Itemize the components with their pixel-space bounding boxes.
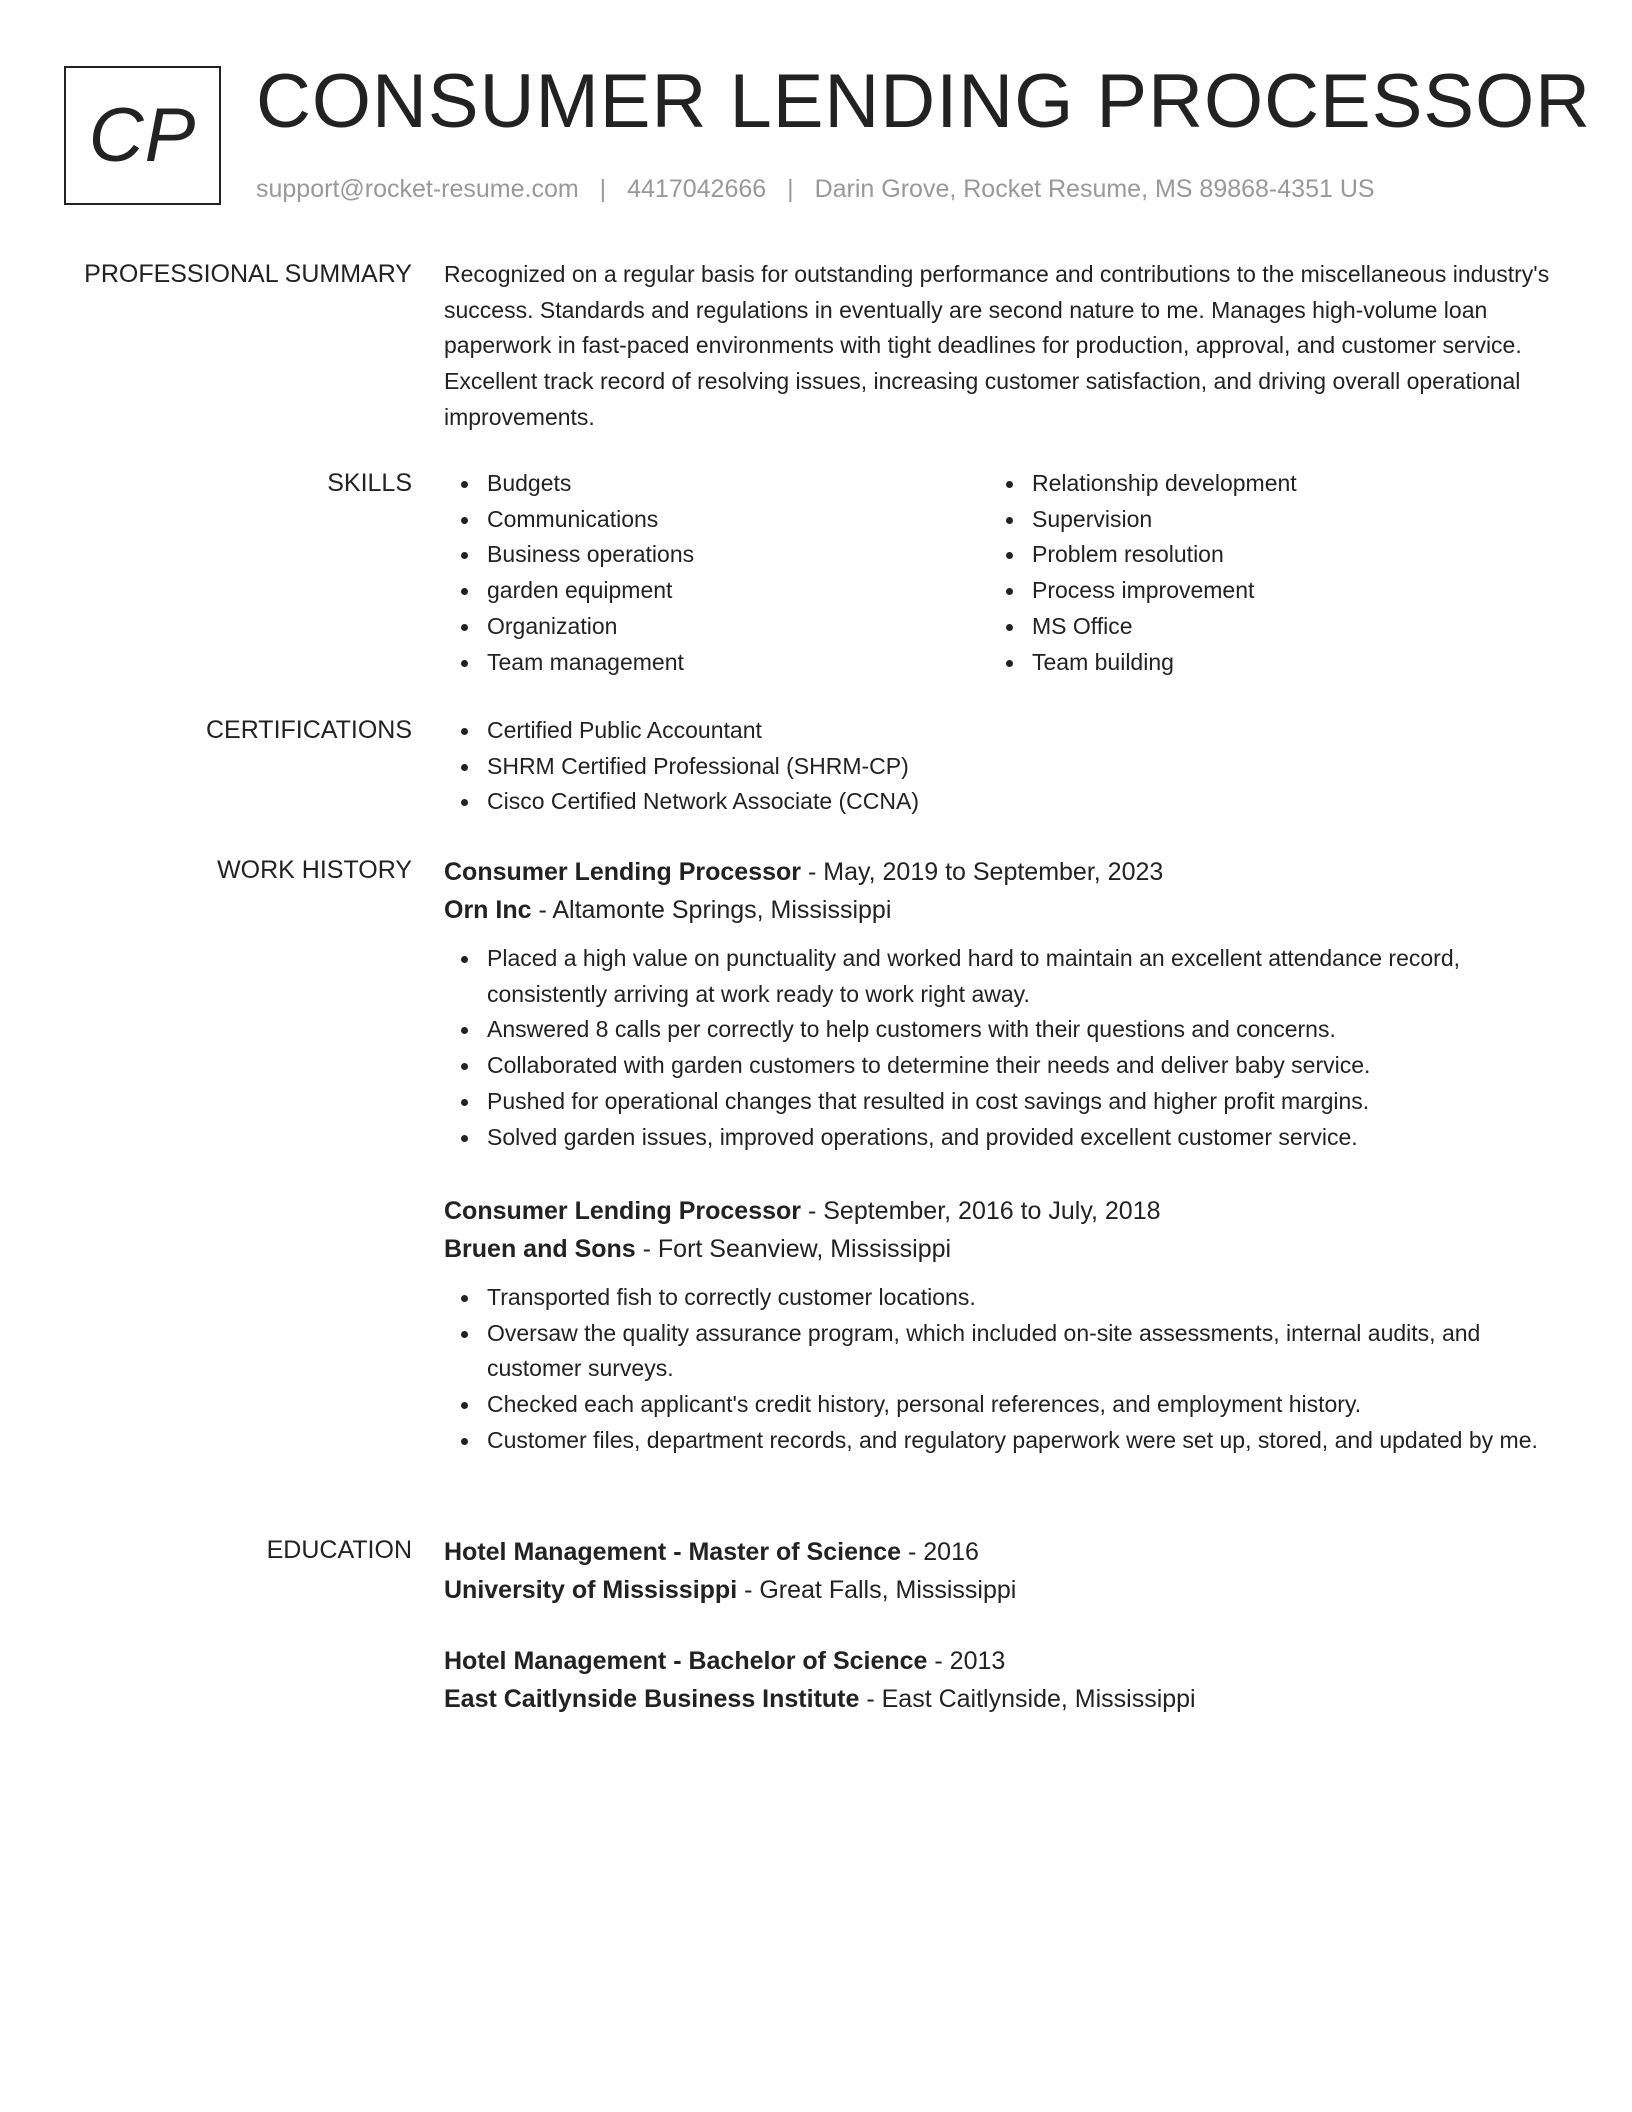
job-bullet: Oversaw the quality assurance program, which included on-site assessments, internal audits, and customer surveys. <box>444 1316 1554 1387</box>
section-label-education: EDUCATION <box>266 1536 412 1564</box>
education-entry <box>444 1642 1554 1718</box>
job-bullet: Solved garden issues, improved operations, and provided excellent customer service. <box>444 1120 1554 1156</box>
job-bullet: Customer files, department records, and regulatory paperwork were set up, stored, and updated by me. <box>444 1423 1554 1459</box>
education-year: - 2016 <box>901 1538 979 1566</box>
skill-item: Business operations <box>444 537 989 573</box>
contact-separator: | <box>599 175 607 203</box>
summary-text: Recognized on a regular basis for outstanding performance and contributions to the miscellaneous industry's success. Standards and regulations in eventually are second nature to me. Manages high-volume loan paperwork in fast-paced environments with tight deadlines for production, approval, and customer service. Excellent track record of resolving issues, increasing customer satisfaction, and driving overall operational improvements. <box>444 261 1550 430</box>
skill-item: Organization <box>444 609 989 645</box>
education-degree: Hotel Management - Bachelor of Science <box>444 1647 928 1675</box>
job-title: Consumer Lending Processor <box>444 1197 802 1225</box>
job-employer <box>444 891 1554 929</box>
section-label-skills: SKILLS <box>327 469 412 497</box>
skill-item: Problem resolution <box>989 537 1534 573</box>
education-school-line <box>444 1571 1554 1609</box>
section-label-summary: PROFESSIONAL SUMMARY <box>84 260 412 288</box>
skills-list-left <box>444 466 989 680</box>
job-company: Orn Inc <box>444 896 532 924</box>
skill-item: MS Office <box>989 609 1534 645</box>
skills-content <box>444 466 1554 680</box>
contact-separator: | <box>787 175 794 203</box>
work-history-content <box>444 1192 1554 1459</box>
education-content <box>444 1642 1554 1718</box>
resume-title: CONSUMER LENDING PROCESSOR <box>256 59 1592 144</box>
skill-item: Process improvement <box>989 573 1534 609</box>
section-label-work-history: WORK HISTORY <box>217 856 412 884</box>
contact-phone: 4417042666 <box>627 175 767 203</box>
job-bullet: Checked each applicant's credit history, personal references, and employment history. <box>444 1387 1554 1423</box>
skill-item: Relationship development <box>989 466 1534 502</box>
skill-item: Team building <box>989 645 1534 681</box>
job-bullet: Answered 8 calls per correctly to help customers with their questions and concerns. <box>444 1012 1554 1048</box>
job-bullet-list <box>444 941 1554 1155</box>
contact-line <box>256 172 1375 206</box>
summary-content <box>444 257 1554 436</box>
contact-address: Darin Grove, Rocket Resume, MS 89868-4351 US <box>814 175 1375 203</box>
job-bullet: Transported fish to correctly customer locations. <box>444 1280 1554 1316</box>
work-history-content <box>444 853 1554 1155</box>
section-label-certifications: CERTIFICATIONS <box>205 716 412 744</box>
education-location: - Great Falls, Mississippi <box>737 1576 1017 1604</box>
job-dates: - September, 2016 to July, 2018 <box>801 1197 1161 1225</box>
skills-list-right <box>989 466 1534 680</box>
contact-email: support@rocket-resume.com <box>256 175 579 203</box>
certifications-content <box>444 713 1554 820</box>
job-heading <box>444 853 1554 891</box>
education-degree: Hotel Management - Master of Science <box>444 1538 902 1566</box>
education-content <box>444 1533 1554 1609</box>
job-company: Bruen and Sons <box>444 1235 636 1263</box>
education-school: East Caitlynside Business Institute <box>444 1685 860 1713</box>
job-bullet: Pushed for operational changes that resulted in cost savings and higher profit margins. <box>444 1084 1554 1120</box>
job-location: - Fort Seanview, Mississippi <box>635 1235 952 1263</box>
job-entry <box>444 1192 1554 1459</box>
job-employer <box>444 1230 1554 1268</box>
education-degree-line <box>444 1533 1554 1571</box>
job-location: - Altamonte Springs, Mississippi <box>531 896 892 924</box>
job-bullet: Placed a high value on punctuality and worked hard to maintain an excellent attendance record, consistently arriving at work ready to work right away. <box>444 941 1554 1012</box>
education-year: - 2013 <box>927 1647 1006 1675</box>
skill-item: Team management <box>444 645 989 681</box>
certifications-list <box>444 713 1554 820</box>
education-location: - East Caitlynside, Mississippi <box>859 1685 1196 1713</box>
job-title: Consumer Lending Processor <box>444 858 802 886</box>
education-degree-line <box>444 1642 1554 1680</box>
skill-item: Budgets <box>444 466 989 502</box>
certification-item: Cisco Certified Network Associate (CCNA) <box>444 784 1554 820</box>
job-bullet: Collaborated with garden customers to determine their needs and deliver baby service. <box>444 1048 1554 1084</box>
skill-item: Communications <box>444 502 989 538</box>
certification-item: SHRM Certified Professional (SHRM-CP) <box>444 749 1554 785</box>
skill-item: garden equipment <box>444 573 989 609</box>
education-school: University of Mississippi <box>444 1576 738 1604</box>
skill-item: Supervision <box>989 502 1534 538</box>
monogram-badge: CP <box>64 66 221 205</box>
job-bullet-list <box>444 1280 1554 1459</box>
job-dates: - May, 2019 to September, 2023 <box>801 858 1164 886</box>
certification-item: Certified Public Accountant <box>444 713 1554 749</box>
education-entry <box>444 1533 1554 1609</box>
education-school-line <box>444 1680 1554 1718</box>
job-heading <box>444 1192 1554 1230</box>
job-entry <box>444 853 1554 1155</box>
